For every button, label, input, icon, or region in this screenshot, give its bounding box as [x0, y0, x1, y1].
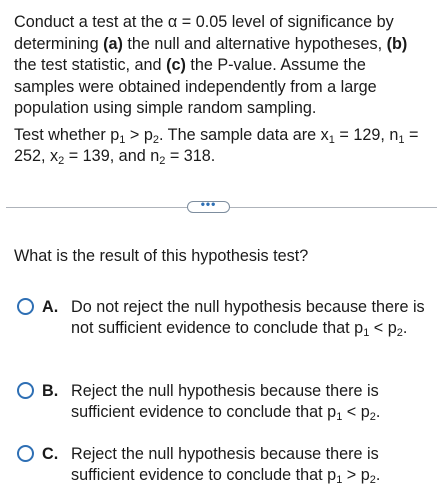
option-text: Do not reject the null hypothesis because there is not sufficient evidence to conclude that $p_1 < p_2$. [71, 298, 425, 339]
option-letter: C. [42, 445, 59, 463]
option-text: Reject the null hypothesis because there is sufficient evidence to conclude that $p_1 < p_2$. [71, 382, 381, 423]
option-letter: A. [42, 298, 59, 316]
alpha-symbol: α [167, 13, 178, 31]
expand-more-button[interactable] [187, 197, 230, 213]
more-dots-icon: ••• [200, 197, 217, 211]
question-prompt: What is the result of this hypothesis test? [14, 247, 309, 265]
problem-statement [14, 12, 430, 168]
radio-button-a[interactable] [17, 298, 34, 315]
radio-button-c[interactable] [17, 445, 34, 462]
part-b-label: (b) [386, 34, 408, 53]
part-a-label: (a) [103, 34, 123, 53]
part-c-label: (c) [166, 56, 186, 74]
problem-intro: Conduct a test at the α = 0.05 level of significance by determining (a) the null and alternative hypotheses, (b) the test statistic, and (c) the P-value. Assume the samples were obtained independently from a large population using simple random sampling. [14, 13, 408, 117]
radio-button-b[interactable] [17, 382, 34, 399]
sample-data: Test whether $p_1 > p_2$. The sample data are $x_1 = 129$, $n_1 = 252$, $x_2 = 139$, and $n_2 = 318$. [14, 125, 419, 167]
option-letter: B. [42, 382, 59, 400]
option-text: Reject the null hypothesis because there is sufficient evidence to conclude that $p_1 > p_2$. [71, 445, 381, 486]
